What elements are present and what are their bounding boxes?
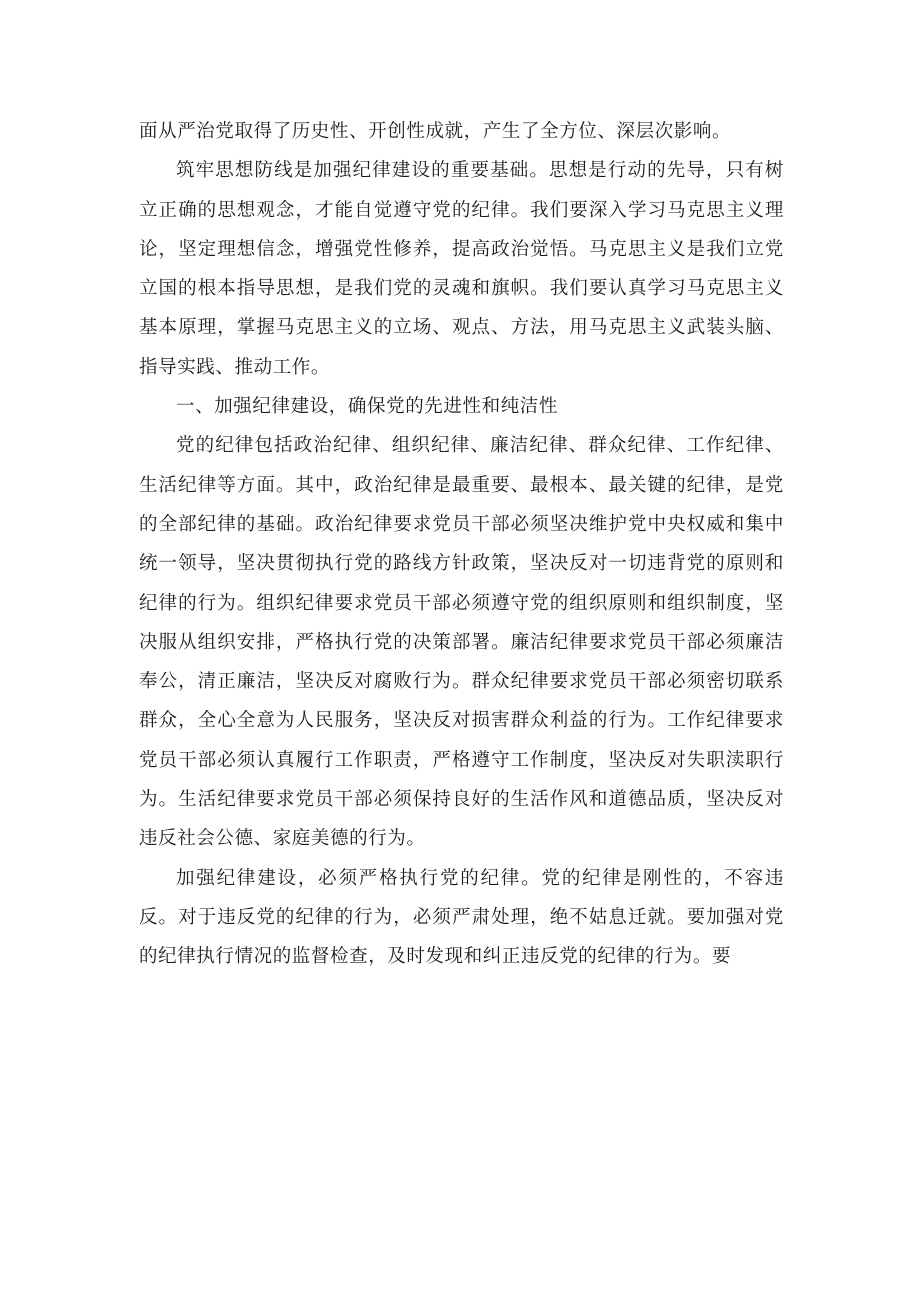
- paragraph-strict-enforcement: 加强纪律建设，必须严格执行党的纪律。党的纪律是刚性的，不容违反。对于违反党的纪律的行为，必须严肃处理，绝不姑息迁就。要加强对党的纪律执行情况的监督检查，及时发现和纠正违反党的纪律的行为。要: [139, 867, 784, 968]
- document-body: [139, 112, 784, 977]
- paragraph-ideological-defense: 筑牢思想防线是加强纪律建设的重要基础。思想是行动的先导，只有树立正确的思想观念，才能自觉遵守党的纪律。我们要深入学习马克思主义理论，坚定理想信念，增强党性修养，提高政治觉悟。马克思主义是我们立党立国的根本指导思想，是我们党的灵魂和旗帜。我们要认真学习马克思主义基本原理，掌握马克思主义的立场、观点、方法，用马克思主义武装头脑、指导实践、推动工作。: [139, 160, 784, 378]
- paragraph-continued: 面从严治党取得了历史性、开创性成就，产生了全方位、深层次影响。: [139, 121, 732, 142]
- section-heading: 一、加强纪律建设，确保党的先进性和纯洁性: [176, 396, 559, 418]
- paragraph-party-discipline-types: 党的纪律包括政治纪律、组织纪律、廉洁纪律、群众纪律、工作纪律、生活纪律等方面。其中，政治纪律是最重要、最根本、最关键的纪律，是党的全部纪律的基础。政治纪律要求党员干部必须坚决维护党中央权威和集中统一领导，坚决贯彻执行党的路线方针政策，坚决反对一切违背党的原则和纪律的行为。组织纪律要求党员干部必须遵守党的组织原则和组织制度，坚决服从组织安排，严格执行党的决策部署。廉洁纪律要求党员干部必须廉洁奉公，清正廉洁，坚决反对腐败行为。群众纪律要求党员干部必须密切联系群众，全心全意为人民服务，坚决反对损害群众利益的行为。工作纪律要求党员干部必须认真履行工作职责，严格遵守工作制度，坚决反对失职渎职行为。生活纪律要求党员干部必须保持良好的生活作风和道德品质，坚决反对违反社会公德、家庭美德的行为。: [139, 435, 784, 850]
